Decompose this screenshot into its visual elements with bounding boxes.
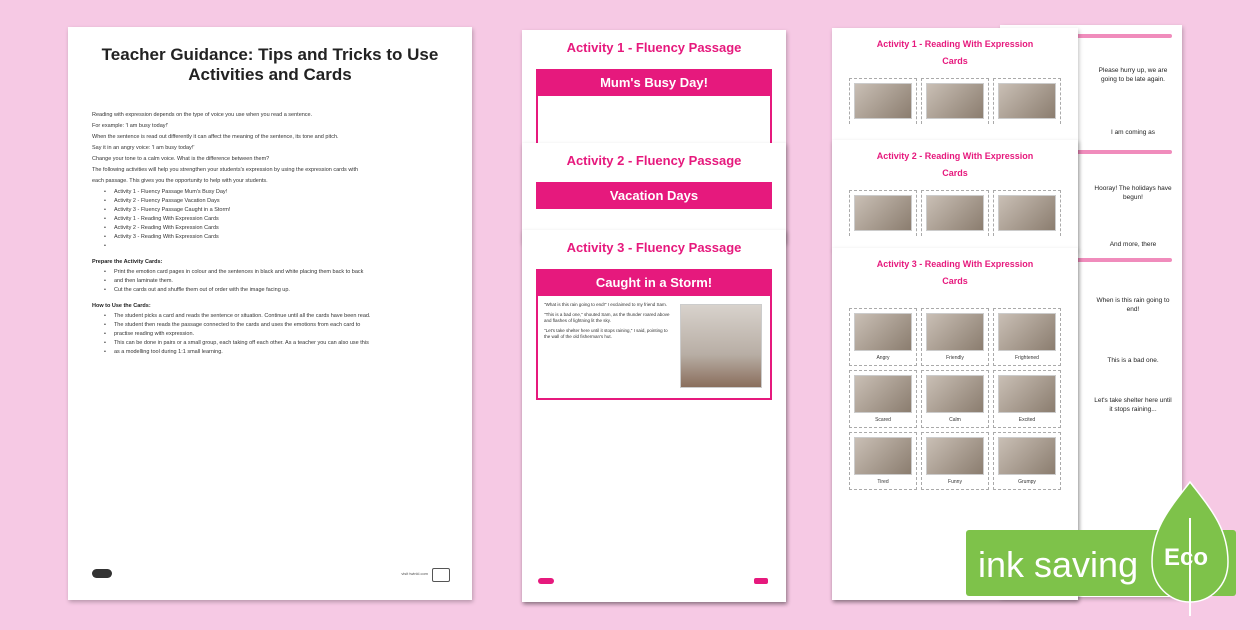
list-item: • practise reading with expression. — [104, 330, 448, 339]
card-page-heading — [1072, 34, 1172, 38]
eco-leaf-icon — [1148, 478, 1232, 618]
sentence-card: Hooray! The holidays have begun! — [1094, 185, 1172, 201]
emotion-photo — [998, 437, 1056, 475]
emotion-card: Calm — [921, 370, 989, 428]
list-item: • Print the emotion card pages in colour and the sentences in black and white placing them back to back — [104, 268, 448, 277]
story-banner: Caught in a Storm! — [536, 269, 772, 296]
emotion-card: Grumpy — [993, 432, 1061, 490]
photo-strip — [849, 78, 1061, 124]
emotion-photo — [926, 313, 984, 351]
paragraph: Say it in an angry voice: 'I am busy today!' — [92, 145, 195, 151]
sentence-card: When is this rain going to end! — [1096, 297, 1170, 313]
page-heading: Activity 3 - Fluency Passage — [566, 240, 742, 255]
card-page-heading — [1072, 258, 1172, 262]
expression-page-2 — [832, 140, 1078, 250]
emotion-photo — [998, 375, 1056, 413]
paragraph: The following activities will help you strengthen your students's expression by using the expression cards with — [92, 167, 359, 173]
teacher-guidance-page — [68, 27, 472, 600]
emotion-photo — [854, 313, 912, 351]
fluency-page-3 — [522, 230, 786, 602]
list-item: • Cut the cards out and shuffle them out of order with the image facing up. — [104, 286, 448, 295]
story-box — [536, 296, 772, 400]
list-item: • Activity 1 - Reading With Expression Cards — [104, 215, 448, 224]
howto-heading: How to Use the Cards: — [92, 303, 151, 309]
emotion-photo — [926, 437, 984, 475]
footer-badge-icon — [754, 578, 768, 584]
emotion-photo — [926, 195, 984, 231]
emotion-card: Angry — [849, 308, 917, 366]
emotion-photo — [854, 437, 912, 475]
emotion-card: Scared — [849, 370, 917, 428]
page-heading: Activity 2 - Reading With Expression Cards — [876, 151, 1034, 178]
page-heading: Activity 1 - Fluency Passage — [566, 40, 742, 55]
emotion-card — [921, 78, 989, 124]
story-banner: Vacation Days — [536, 182, 772, 209]
list-item: • This can be done in pairs or a small group, each taking off each other. As a teacher you can also use this — [104, 339, 448, 348]
paragraph: Reading with expression depends on the type of voice you use when you read a sentence. — [92, 112, 313, 118]
page-heading: Activity 1 - Reading With Expression Cards — [876, 39, 1034, 66]
fluency-page-2 — [522, 143, 786, 243]
emotion-card: Excited — [993, 370, 1061, 428]
prepare-heading: Prepare the Activity Cards: — [92, 259, 163, 265]
emotion-photo — [998, 83, 1056, 119]
emotion-card — [849, 78, 917, 124]
story-banner: Mum's Busy Day! — [536, 69, 772, 96]
sentence-card: Let's take shelter here until it stops raining... — [1094, 397, 1172, 413]
story-text: "What is this rain going to end!" I exclaimed to my friend Sam. "This is a bad one," shouted Sam, as the thunder roared above and flashes of lightning lit the sky. "Let's take shelter here until it stops raining," I said, pointing to the wall of the old fisherman's hut. — [544, 302, 670, 339]
emotion-photo — [854, 83, 912, 119]
badge-label: ink saving — [978, 544, 1139, 585]
list-item: • The student then reads the passage connected to the cards and uses the emotions from each card to — [104, 321, 448, 330]
emotion-card: Frightened — [993, 308, 1061, 366]
paragraph: each passage. This gives you the opportunity to help with your students. — [92, 178, 268, 184]
sentence-card: Please hurry up, we are going to be late again. — [1098, 67, 1168, 83]
paragraph: Change your tone to a calm voice. What is the difference between them? — [92, 156, 270, 162]
list-item: • as a modelling tool during 1:1 small learning. — [104, 348, 448, 357]
list-item: • The student picks a card and reads the sentence or situation. Continue until all the cards have been read. — [104, 312, 448, 321]
page-heading: Activity 2 - Fluency Passage — [566, 153, 742, 168]
list-item: • Activity 3 - Reading With Expression Cards — [104, 233, 448, 242]
paragraph: When the sentence is read out differently it can affect the meaning of the sentence, its tone and pitch. — [92, 134, 339, 140]
emotion-photo — [854, 375, 912, 413]
card-page-heading — [1072, 150, 1172, 154]
emotion-card — [921, 190, 989, 236]
emotion-card: Funny — [921, 432, 989, 490]
list-item: • Activity 2 - Fluency Passage Vacation Days — [104, 197, 448, 206]
emotion-grid — [849, 308, 1061, 490]
emotion-photo — [998, 313, 1056, 351]
list-item: • Activity 1 - Fluency Passage Mum's Busy Day! — [104, 188, 448, 197]
list-item: • Activity 2 - Reading With Expression Cards — [104, 224, 448, 233]
howto-list — [104, 312, 448, 357]
list-item: • and then laminate them. — [104, 277, 448, 286]
emotion-photo — [926, 83, 984, 119]
emotion-card: Friendly — [921, 308, 989, 366]
guidance-title: Teacher Guidance: Tips and Tricks to Use Activities and Cards — [101, 45, 439, 84]
sentence-card: I am coming as — [1110, 129, 1156, 136]
list-item: • Activity 3 - Fluency Passage Caught in a Storm! — [104, 206, 448, 215]
prepare-list — [104, 268, 448, 295]
emotion-photo — [998, 195, 1056, 231]
list-item — [104, 242, 448, 251]
photo-strip — [849, 190, 1061, 236]
footer-text: visit twinkl.com — [401, 571, 428, 576]
emotion-card — [993, 78, 1061, 124]
printer-icon — [432, 568, 450, 582]
sentence-card: And more, there — [1109, 241, 1157, 248]
sentence-card: This is a bad one. — [1107, 357, 1159, 364]
activity-list — [104, 188, 448, 251]
emotion-photo — [926, 375, 984, 413]
emotion-photo — [854, 195, 912, 231]
emotion-card: Tired — [849, 432, 917, 490]
eco-label: Eco — [1164, 544, 1209, 571]
emotion-card — [993, 190, 1061, 236]
footer-logo-icon — [538, 578, 554, 584]
page-heading: Activity 3 - Reading With Expression Cards — [876, 259, 1034, 286]
twinkl-logo-icon — [92, 569, 112, 578]
paragraph: For example: 'I am busy today!' — [92, 123, 169, 129]
story-photo — [680, 304, 762, 388]
emotion-card — [849, 190, 917, 236]
